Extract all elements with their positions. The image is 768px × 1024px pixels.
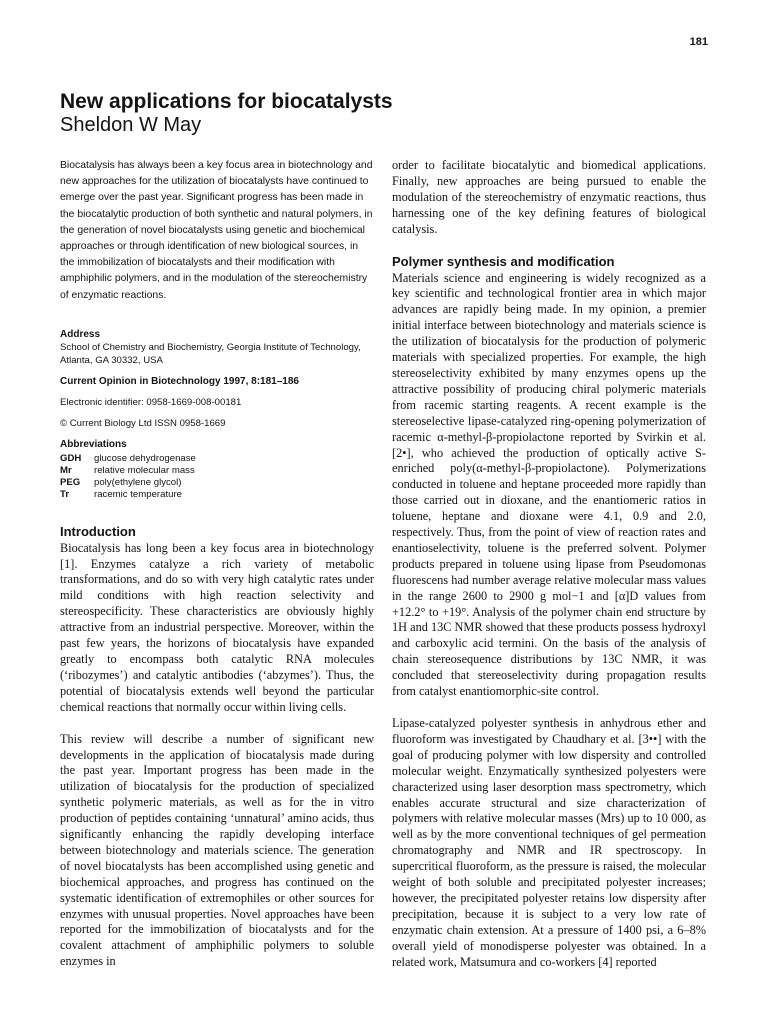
abbreviation-row	[60, 477, 374, 489]
abbreviation-definition: racemic temperature	[94, 489, 182, 501]
address-text: School of Chemistry and Biochemistry, Georgia Institute of Technology, Atlanta, GA 30332, USA	[60, 341, 361, 366]
introduction-paragraph-2: This review will describe a number of significant new developments in the application of biocatalysis made during the past year. Important progress has been made in the utilization of biocatalysis for the production of specialized synthetic polymeric materials, as well as for the in vitro production of peptides containing ‘unnatural’ amino acids, thus significantly enhancing the rapidly developing interface between biotechnology and materials science. The generation of novel biocatalysts has been accomplished using genetic and biochemical approaches, and progress has continued on the systematic identification of extremophiles or other sources for enzymes with unusual properties. Novel approaches have been reported for the immobilization of biocatalysts and for the covalent attachment of amphiphilic polymers to soluble enzymes in	[60, 731, 374, 969]
introduction-paragraph-1: Biocatalysis has long been a key focus area in biotechnology [1]. Enzymes catalyze a rich variety of metabolic transformations, and do so with very high catalytic rates under mild conditions with high reaction selectivity and stereospecificity. These characteristics are obviously highly attractive from an industrial perspective. Moreover, within the past few years, the horizons of biocatalysis have expanded greatly to encompass both catalytic RNA molecules (‘ribozymes’) and catalytic antibodies (‘abzymes’). Thus, the potential of biocatalysis extends well beyond the particular chemical reactions that normally occur within living cells.	[60, 540, 374, 714]
abbreviation-row	[60, 489, 374, 501]
abbreviation-row	[60, 465, 374, 477]
abbreviation-term: Mr	[60, 465, 72, 477]
journal-citation: Current Opinion in Biotechnology 1997, 8:181–186	[60, 375, 299, 387]
abbreviation-term: Tr	[60, 489, 70, 501]
introduction-heading: Introduction	[60, 523, 136, 539]
abbreviation-definition: poly(ethylene glycol)	[94, 477, 182, 489]
intro-continuation: order to facilitate biocatalytic and biomedical applications. Finally, new approaches are being pursued to enable the modulation of the stereochemistry of enzymatic reactions, thus harnessing one of the key defining features of biological catalysis.	[392, 158, 706, 236]
copyright-line: © Current Biology Ltd ISSN 0958-1669	[60, 417, 226, 429]
abbreviation-term: PEG	[60, 477, 81, 489]
abbreviation-definition: glucose dehydrogenase	[94, 452, 196, 464]
polymer-section-heading: Polymer synthesis and modification	[392, 253, 615, 269]
article-author: Sheldon W May	[60, 114, 202, 136]
address-block	[60, 328, 374, 367]
abbreviation-term: GDH	[60, 452, 82, 464]
abbreviation-definition: relative molecular mass	[94, 465, 195, 477]
right-column	[392, 158, 706, 971]
abstract: Biocatalysis has always been a key focus area in biotechnology and new approaches for the utilization of biocatalysts have continued to emerge over the past year. Significant progress has been made in the biocatalytic production of both synthetic and natural polymers, in the generation of novel biocatalysts using genetic and biochemical approaches or through identification of new biological sources, in the immobilization of biocatalysts and their modification with amphiphilic polymers, and in the modulation of the stereochemistry of enzymatic reactions.	[60, 160, 373, 301]
left-column	[60, 158, 374, 970]
page-number: 181	[689, 36, 708, 48]
electronic-identifier: Electronic identifier: 0958-1669-008-00181	[60, 396, 242, 408]
abbreviations-label: Abbreviations	[60, 438, 127, 450]
article-title: New applications for biocatalysts	[60, 90, 393, 113]
polymer-paragraph-1: Materials science and engineering is widely recognized as a key scientific and technological frontier area in which major advances are rapidly being made. In my opinion, a premier initial interface between biotechnology and materials science is the utilization of biocatalysis for the production of polymeric materials with specialized properties. For example, the high stereoselectivity exhibited by many enzymes opens up the attractive possibility of producing chiral polymeric materials from racemic starting reagents. A recent example is the stereoselective lipase-catalyzed ring-opening polymerization of racemic α-methyl-β-propiolactone reported by Svirkin et al. [2•], who achieved the production of optically active S-enriched poly(α-methyl-β-propiolactone). Polymerizations conducted in toluene and heptane proceeded more rapidly than those carried out in dioxane, and the enantiomeric ratios in toluene, heptane and dioxane were 4.1, 0.9 and 2.0, respectively. Thus, from the point of view of reaction rates and enantioselectivity, toluene is the preferred solvent. Polymer products prepared in toluene using lipase from Pseudomonas fluorescens had number average relative molecular mass values in the range 2600 to 2900 g mol−1 and [α]D values from +12.2° to +19°. Analysis of the polymer chain end structure by 1H and 13C NMR showed that these products possess hydroxyl and carboxylic acid termini. On the basis of the analysis of chain stereosequence distributions by 13C NMR, it was concluded that stereoselectivity during propagation results from catalyst enantiomorphic-site control.	[392, 270, 706, 699]
address-label: Address	[60, 328, 101, 340]
abbreviation-row	[60, 453, 374, 465]
polymer-paragraph-2: Lipase-catalyzed polyester synthesis in anhydrous ether and fluoroform was investigated by Chaudhary et al. [3••] with the goal of producing polymer with low dispersity and controlled molecular weight. Enzymatically synthesized polyesters were characterized using laser desorption mass spectrometry, which enables accurate structural and size characterization of polymers with relative molecular masses (Mrs) up to 10 000, as well as by the more conventional techniques of gel permeation chromatography and NMR and IR spectroscopy. In supercritical fluoroform, as the pressure is raised, the molecular weight of both soluble and precipitated polyester increases; however, the precipitated polyester retains low dispersity after precipitation, because it is subject to a very low rate of enzymatic chain extension. At a pressure of 1400 psi, a 6–8% overall yield of monodisperse polyester was obtained. In a related work, Matsumura and co-workers [4] reported	[392, 716, 706, 969]
abbreviations-block	[60, 438, 374, 502]
